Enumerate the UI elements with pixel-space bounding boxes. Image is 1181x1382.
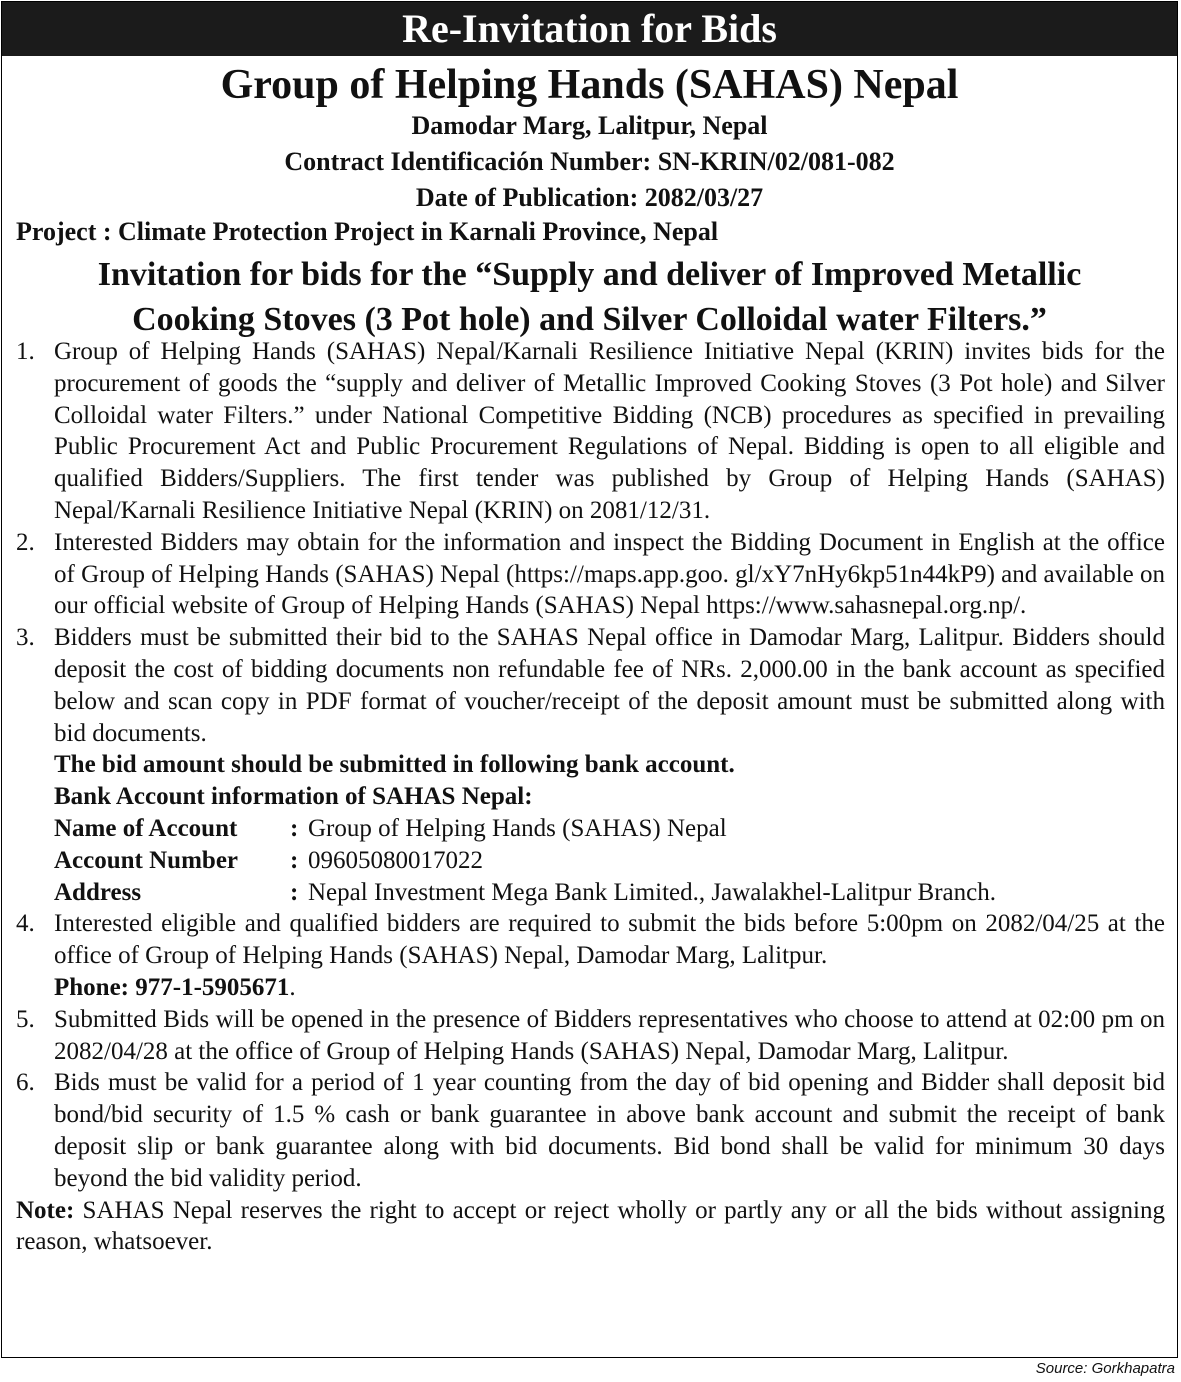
list-item (16, 622, 1165, 908)
account-number-row (54, 845, 1165, 877)
publication-date: Date of Publication: 2082/03/27 (415, 183, 764, 212)
item-number: 3. (16, 624, 35, 652)
colon: : (290, 878, 299, 906)
bank-heading: The bid amount should be submitted in following bank account. (54, 751, 735, 779)
source-credit: Source: Gorkhapatra (1035, 1360, 1175, 1377)
phone-number: Phone: 977-1-5905671 (54, 973, 290, 1001)
organization-name: Group of Helping Hands (SAHAS) Nepal (220, 62, 959, 108)
item-number: 4. (16, 910, 35, 938)
account-name-row (54, 813, 1165, 845)
note-text: SAHAS Nepal reserves the right to accept or reject wholly or partly any or all the bids without assigning reason, whatsoever. (16, 1196, 1166, 1256)
account-name-value: Group of Helping Hands (SAHAS) Nepal (308, 814, 727, 842)
list-item (16, 908, 1165, 1003)
colon: : (290, 846, 299, 874)
ifb-title (22, 252, 1157, 342)
item-text: Interested eligible and qualified bidders are required to submit the bids before 5:00pm on 2082/04/25 at the office of Group of Helping Hands (SAHAS) Nepal, Damodar Marg, Lalitpur. (54, 910, 1165, 970)
item-text: Bidders must be submitted their bid to the SAHAS Nepal office in Damodar Marg, Lalitpur. Bidders should deposit the cost of bidding documents non refundable fee of NRs. 2,000.00 in the bank account as specified below and scan copy in PDF format of voucher/receipt of the deposit amount must be submitted along with bid documents. (54, 624, 1165, 747)
item-content (54, 908, 1165, 1003)
bank-info-heading: Bank Account information of SAHAS Nepal: (54, 783, 533, 811)
item-text: Group of Helping Hands (SAHAS) Nepal/Karnali Resilience Initiative Nepal (KRIN) invites bids for the procurement of goods the “supply and deliver of Metallic Improved Cooking Stoves (3 Pot hole) and Silver Colloidal water Filters.” under National Competitive Bidding (NCB) procedures as specified in prevailing Public Procurement Act and Public Procurement Regulations of Nepal. Bidding is open to all eligible and qualified Bidders/Suppliers. The first tender was published by Group of Helping Hands (SAHAS) Nepal/Karnali Resilience Initiative Nepal (KRIN) on 2081/12/31. (54, 338, 1165, 524)
notice-banner: Re-Invitation for Bids (2, 2, 1177, 56)
project-line: Project : Climate Protection Project in Karnali Province, Nepal (16, 217, 719, 246)
bank-address-value: Nepal Investment Mega Bank Limited., Jawalakhel-Lalitpur Branch. (308, 878, 996, 906)
account-number-label: Account Number (54, 846, 239, 874)
note (16, 1195, 1165, 1259)
list-item (16, 1004, 1165, 1068)
item-number: 6. (16, 1069, 35, 1097)
ifb-title-line-2: Cooking Stoves (3 Pot hole) and Silver Colloidal water Filters.” (132, 301, 1047, 338)
organization-address: Damodar Marg, Lalitpur, Nepal (411, 111, 768, 140)
contract-id: Contract Identificación Number: SN-KRIN/02/081-082 (284, 147, 895, 176)
list-item (16, 527, 1165, 622)
notice-sheet (1, 1, 1178, 1358)
list-item (16, 336, 1165, 527)
bank-address-row (54, 877, 1165, 909)
item-text: Bids must be valid for a period of 1 year counting from the day of bid opening and Bidder shall deposit bid bond/bid security of 1.5 % cash or bank guarantee in above bank account and submit the receipt of bank deposit slip or bank guarantee along with bid documents. Bid bond shall be valid for minimum 30 days beyond the bid validity period. (54, 1069, 1165, 1192)
phone-period: . (289, 973, 296, 1001)
ifb-title-line-1: Invitation for bids for the “Supply and deliver of Improved Metallic (97, 256, 1082, 293)
account-name-label: Name of Account (54, 814, 238, 842)
note-label: Note: (16, 1196, 75, 1224)
item-number: 2. (16, 528, 35, 556)
item-text: Interested Bidders may obtain for the information and inspect the Bidding Document in English at the office of Group of Helping Hands (SAHAS) Nepal (https://maps.app.goo. gl/xY7nHy6kp51n44kP9) and available on our official website of Group of Helping Hands (SAHAS) Nepal https://www.sahasnepal.org.np/. (54, 528, 1165, 620)
list-item (16, 1067, 1165, 1194)
notice-body (16, 336, 1165, 1258)
item-content (54, 622, 1165, 908)
colon: : (290, 814, 299, 842)
account-number-value: 09605080017022 (308, 846, 483, 874)
item-text: Submitted Bids will be opened in the presence of Bidders representatives who choose to attend at 02:00 pm on 2082/04/28 at the office of Group of Helping Hands (SAHAS) Nepal, Damodar Marg, Lalitpur. (54, 1005, 1165, 1065)
item-number: 1. (16, 338, 35, 365)
item-number: 5. (16, 1005, 35, 1033)
bank-address-label: Address (54, 878, 142, 906)
